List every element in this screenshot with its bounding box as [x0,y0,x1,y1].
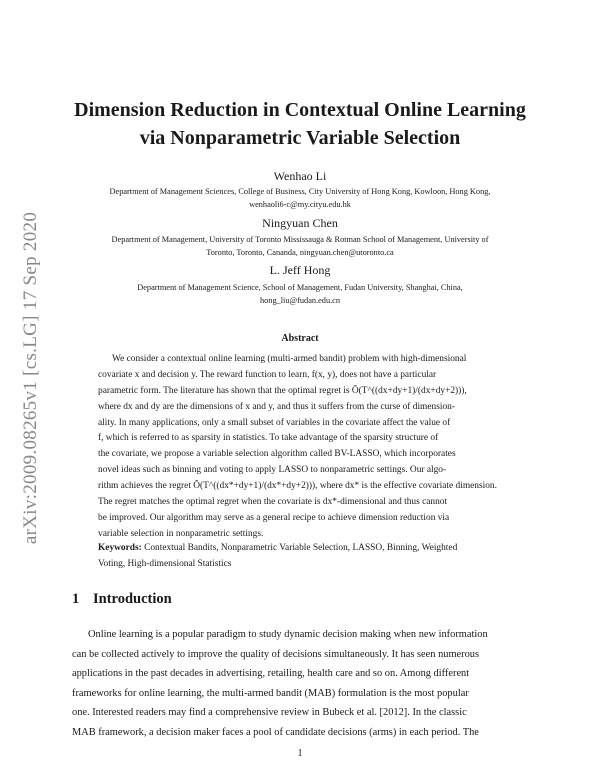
section-heading [72,591,172,608]
abstract-line: covariate x and decision y. The reward function to learn, f(x, y), does not have a particular [98,369,437,380]
author-affiliation: Department of Management Sciences, College of Business, City University of Hong Kong, Kowloon, Hong Kong, wenhaoli6-c@my.cityu.edu.hk [109,187,491,209]
title-line-1: Dimension Reduction in Contextual Online Learning [74,99,526,121]
abstract-heading: Abstract [281,333,319,344]
author-name: L. Jeff Hong [269,263,331,277]
abstract-line: rithm achieves the regret Õ(T^((dx*+dy+1)/(dx*+dy+2))), where dx* is the effective covariate dimension. [98,481,497,492]
abstract-line: The regret matches the optimal regret when the covariate is dx*-dimensional and thus cannot [98,497,448,508]
author-name: Ningyuan Chen [262,216,338,230]
intro-line: MAB framework, a decision maker faces a pool of candidate decisions (arms) in each period. The [72,726,479,738]
abstract-line: parametric form. The literature has shown that the optimal regret is Õ(T^((dx+dy+1)/(dx+dy+2))), [98,385,467,396]
intro-line: frameworks for online learning, the multi-armed bandit (MAB) formulation is the most popular [72,687,469,699]
author-affiliation: Department of Management Science, School of Management, Fudan University, Shanghai, China, hong_liu@fudan.edu.cn [137,283,463,305]
intro-line: applications in the past decades in advertising, retailing, health care and so on. Among different [72,668,470,680]
arxiv-side-label: arXiv:2009.08265v1 [cs.LG] 17 Sep 2020 [20,211,41,545]
title-line-2: via Nonparametric Variable Selection [139,127,461,149]
intro-line: one. Interested readers may find a comprehensive review in Bubeck et al. [2012]. In the classic [72,707,467,719]
abstract-line: novel ideas such as binning and voting to apply LASSO to nonparametric settings. Our algo- [98,465,447,476]
abstract-line: variable selection in nonparametric settings. [98,528,264,539]
abstract-line: the covariate, we propose a variable selection algorithm called BV-LASSO, which incorporates [98,449,456,460]
section-title: Introduction [93,591,172,607]
author-affiliation: Department of Management, University of Toronto Mississauga & Rotman School of Management, University of Toronto, Toronto, Cananda, ningyuan.chen@utoronto.ca [111,235,489,257]
abstract-line: We consider a contextual online learning (multi-armed bandit) problem with high-dimensional [112,354,467,364]
abstract-line: where dx and dy are the dimensions of x and y, and thus it suffers from the curse of dimension- [98,401,455,412]
keywords-label: Keywords: [98,543,142,553]
abstract-line: ality. In many applications, only a small subset of variables in the covariate affect the value of [98,417,451,428]
keywords-line-1: Contextual Bandits, Nonparametric Variable Selection, LASSO, Binning, Weighted [144,543,458,553]
abstract-line: be improved. Our algorithm may serve as a general recipe to achieve dimension reduction via [98,512,450,523]
keywords-line-2: Voting, High-dimensional Statistics [98,558,232,569]
intro-body [72,625,530,743]
intro-line: Online learning is a popular paradigm to study dynamic decision making when new information [88,629,488,640]
abstract-line: f, which is referred to as sparsity in statistics. To take advantage of the sparsity structure of [98,433,439,444]
abstract-body [98,352,504,543]
keywords [98,541,504,573]
page-number: 1 [297,748,303,759]
section-number: 1 [72,591,80,607]
intro-line: can be collected actively to improve the quality of decisions simultaneously. It has seen numerous [72,648,480,660]
author-name: Wenhao Li [273,169,327,183]
paper-title [60,96,540,152]
